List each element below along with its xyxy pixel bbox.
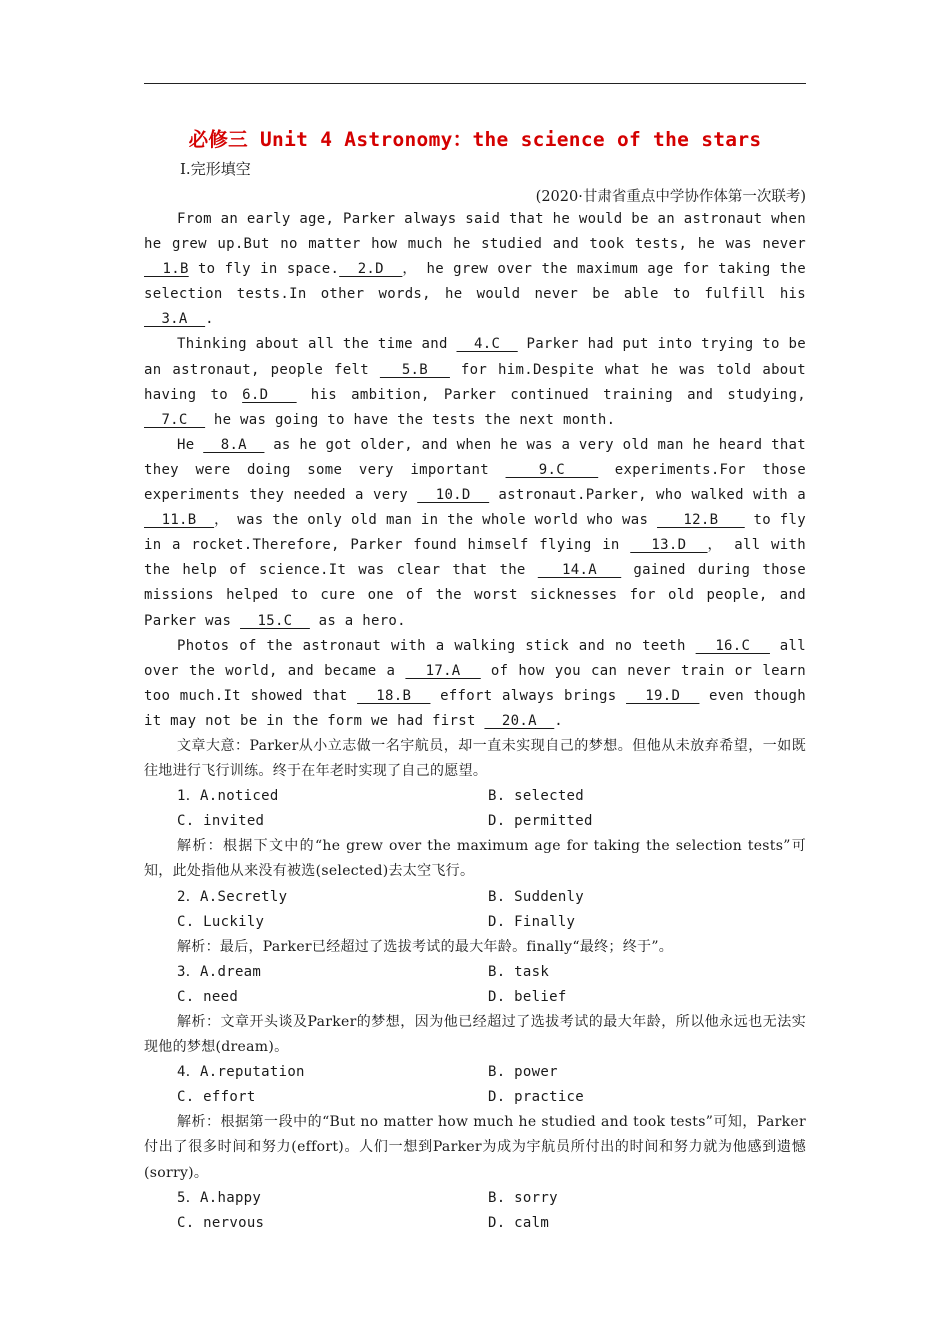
answer-blank: 20.A xyxy=(484,712,555,729)
section-heading: Ⅰ.完形填空 xyxy=(180,160,251,178)
answer-blank: 9.C xyxy=(505,461,599,478)
option-b: B. selected xyxy=(488,788,585,805)
question-analysis: 解析：根据下文中的“he grew over the maximum age for taking the selection tests”可知，此处指他从来没有被选(selected)去太空飞行。 xyxy=(144,838,806,880)
passage-summary: 文章大意：Parker从小立志做一名宇航员，却一直未实现自己的梦想。但他从未放弃希望，一如既往地进行飞行训练。终于在年老时实现了自己的愿望。 xyxy=(144,737,806,780)
option-c: C. effort xyxy=(177,1089,256,1106)
passage-text: He xyxy=(177,436,204,453)
passage-text: ， was the only old man in the whole world who was xyxy=(214,512,658,529)
question-options-row xyxy=(144,1085,806,1110)
question-analysis: 解析：文章开头谈及Parker的梦想，因为他已经超过了选拔考试的最大年龄，所以他永远也无法实现他的梦想(dream)。 xyxy=(144,1014,806,1056)
passage-text: ， he grew over the maximum age for taking the selection tests.In other words, he would never be able to fulfill his xyxy=(144,261,806,303)
question-options-row xyxy=(144,960,806,985)
answer-blank: 3.A xyxy=(144,311,206,328)
source-note: (2020·甘肃省重点中学协作体第一次联考) xyxy=(535,189,806,205)
option-a: 4．A.reputation xyxy=(177,1064,305,1081)
option-a: 3．A.dream xyxy=(177,963,262,980)
passage-text: as he got older, and when he was a very old man he heard that they were doing some very important xyxy=(144,436,807,478)
option-a: 2．A.Secretly xyxy=(177,888,288,905)
option-c: C. invited xyxy=(177,813,265,830)
passage-paragraph xyxy=(144,433,806,634)
question-options-row xyxy=(144,1186,806,1211)
question-options-row xyxy=(144,809,806,834)
option-d: D. practice xyxy=(488,1089,585,1106)
answer-blank: 10.D xyxy=(417,487,490,504)
passage-text: to fly in a rocket.Therefore, Parker found himself flying in xyxy=(144,512,806,554)
answer-blank: 2.D xyxy=(339,261,403,278)
answer-blank: 12.B xyxy=(657,512,745,529)
passage-text: even though it may not be in the form we had first xyxy=(144,687,806,729)
passage-paragraph xyxy=(144,634,806,734)
passage-text: astronaut.Parker, who walked with a xyxy=(489,487,807,504)
passage-text: as a hero. xyxy=(309,612,406,629)
option-b: B. power xyxy=(488,1064,558,1081)
option-c: C. nervous xyxy=(177,1214,265,1231)
answer-blank: 5.B xyxy=(379,361,450,378)
passage-text: all over the world, and became a xyxy=(144,637,806,679)
passage-paragraph xyxy=(144,207,806,332)
passage-text: ， all with the help of science.It was clear that the xyxy=(144,537,806,579)
answer-blank: 1.B xyxy=(144,261,189,278)
answer-blank: 18.B xyxy=(357,687,431,704)
option-c: C. Luckily xyxy=(177,913,265,930)
question-options-row xyxy=(144,784,806,809)
passage-text: his ambition, Parker continued training and studying, xyxy=(296,386,806,403)
answer-blank: 15.C xyxy=(240,612,310,629)
question-options-row xyxy=(144,885,806,910)
option-d: D. calm xyxy=(488,1214,550,1231)
page-title: 必修三 Unit 4 Astronomy：the science of the stars xyxy=(188,128,762,151)
passage-text: Photos of the astronaut with a walking stick and no teeth xyxy=(177,637,696,654)
answer-blank: 6.D xyxy=(242,386,297,403)
option-a: 5．A.happy xyxy=(177,1189,262,1206)
passage-text: . xyxy=(205,311,214,328)
answer-blank: 14.A xyxy=(537,562,622,579)
option-b: B. sorry xyxy=(488,1189,558,1206)
option-c: C. need xyxy=(177,988,239,1005)
answer-blank: 19.D xyxy=(626,687,700,704)
question-analysis: 解析：最后，Parker已经超过了选拔考试的最大年龄。finally“最终；终于”。 xyxy=(177,938,674,955)
option-d: D. belief xyxy=(488,988,567,1005)
answer-blank: 7.C xyxy=(144,411,206,428)
answer-blank: 13.D xyxy=(630,537,708,554)
question-options-row xyxy=(144,985,806,1010)
document-body xyxy=(144,207,806,1236)
passage-text: for him.Despite what he was told about having to xyxy=(144,361,806,403)
passage-text: experiments.For those experiments they needed a very xyxy=(144,461,806,504)
passage-text: From an early age, Parker always said that he would be an astronaut when he grew up.But no matter how much he studied and took tests, he was never xyxy=(144,211,806,253)
passage-text: gained during those missions helped to cure one of the worst sicknesses for old people, and Parker was xyxy=(144,562,806,629)
option-d: D. permitted xyxy=(488,813,593,830)
answer-blank: 11.B xyxy=(144,512,215,529)
passage-text: Parker had put into trying to be an astronaut, people felt xyxy=(144,336,806,378)
passage-text: of how you can never train or learn too much.It showed that xyxy=(144,662,806,704)
passage-text: Thinking about all the time and xyxy=(177,336,457,353)
answer-blank: 8.A xyxy=(203,436,265,453)
option-d: D. Finally xyxy=(488,913,576,930)
answer-blank: 16.C xyxy=(695,637,770,654)
passage-text: effort always brings xyxy=(430,687,627,704)
option-a: 1．A.noticed xyxy=(177,788,279,805)
option-b: B. Suddenly xyxy=(488,888,585,905)
question-options-row xyxy=(144,910,806,935)
answer-blank: 17.A xyxy=(405,662,481,679)
question-options-row xyxy=(144,1060,806,1085)
passage-paragraph xyxy=(144,332,806,432)
passage-text: he was going to have the tests the next month. xyxy=(205,411,616,428)
answer-blank: 4.C xyxy=(456,336,518,353)
passage-text: . xyxy=(554,712,563,729)
question-analysis: 解析：根据第一段中的“But no matter how much he studied and took tests”可知，Parker付出了很多时间和努力(effort)。人们一想到Parker为成为宇航员所付出的时间和努力就为他感到遗憾(sorry)。 xyxy=(144,1114,806,1181)
passage-text: to fly in space. xyxy=(188,261,340,278)
header-rule xyxy=(144,83,806,84)
question-options-row xyxy=(144,1211,806,1236)
option-b: B. task xyxy=(488,963,550,980)
